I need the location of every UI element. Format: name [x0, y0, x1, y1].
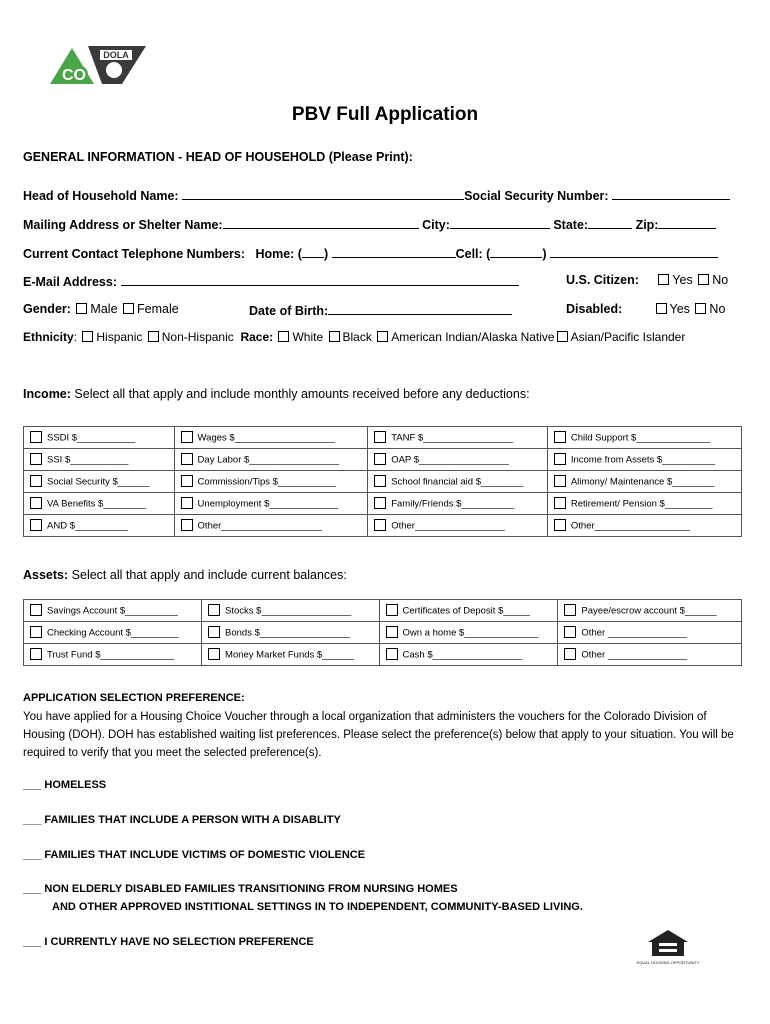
- assets-checkbox[interactable]: [564, 626, 576, 638]
- assets-checkbox[interactable]: [208, 604, 220, 616]
- ethnicity-label: Ethnicity: [23, 330, 74, 344]
- citizen-yes-label: Yes: [672, 273, 693, 287]
- gender-label: Gender:: [23, 302, 71, 316]
- race-label: Race:: [240, 330, 274, 344]
- disabled-no-checkbox[interactable]: [695, 303, 706, 314]
- income-cell: [174, 515, 368, 537]
- income-checkbox[interactable]: [181, 431, 193, 443]
- email-label: E-Mail Address:: [23, 275, 118, 289]
- eho-text: EQUAL HOUSING OPPORTUNITY: [636, 960, 700, 965]
- income-checkbox[interactable]: [374, 431, 386, 443]
- disabled-label: Disabled:: [566, 302, 623, 316]
- assets-cell: [558, 622, 742, 644]
- male-label: Male: [90, 302, 118, 316]
- citizen-no-label: No: [712, 273, 729, 287]
- equal-housing-logo: [636, 928, 700, 968]
- mailing-label: Mailing Address or Shelter Name:: [23, 218, 223, 232]
- black-checkbox[interactable]: [329, 331, 340, 342]
- income-item-label: Unemployment $_____________: [197, 498, 339, 510]
- hispanic-checkbox[interactable]: [82, 331, 93, 342]
- income-cell: [368, 493, 548, 515]
- income-cell: [547, 515, 741, 537]
- white-label: White: [292, 330, 324, 344]
- income-item-label: Wages $___________________: [197, 432, 336, 444]
- ssn-label: Social Security Number:: [464, 189, 609, 203]
- income-checkbox[interactable]: [30, 453, 42, 465]
- assets-instruction: Select all that apply and include current balances:: [71, 568, 347, 582]
- income-cell: [174, 493, 368, 515]
- assets-row: [24, 600, 742, 622]
- income-checkbox[interactable]: [554, 453, 566, 465]
- income-cell: [24, 427, 175, 449]
- assets-cell: [379, 600, 558, 622]
- income-checkbox[interactable]: [181, 475, 193, 487]
- income-checkbox[interactable]: [30, 431, 42, 443]
- ethnicity-row: Ethnicity: Hispanic Non-Hispanic Race: White Black American Indian/Alaska Native Asian/Pacific Islander: [23, 330, 686, 344]
- assets-checkbox[interactable]: [208, 648, 220, 660]
- income-item-label: Other__________________: [570, 520, 690, 532]
- assets-checkbox[interactable]: [30, 648, 42, 660]
- female-label: Female: [137, 302, 179, 316]
- income-row: [24, 471, 742, 493]
- income-item-label: SSDI $___________: [47, 432, 136, 444]
- income-table: [23, 426, 742, 537]
- income-checkbox[interactable]: [554, 431, 566, 443]
- income-cell: [547, 427, 741, 449]
- income-cell: [547, 471, 741, 493]
- assets-table: [23, 599, 742, 666]
- state-label: State:: [553, 218, 589, 232]
- income-cell: [368, 449, 548, 471]
- assets-cell: [24, 644, 202, 666]
- income-item-label: OAP $_________________: [391, 454, 509, 466]
- home-area-field[interactable]: [302, 245, 324, 258]
- income-checkbox[interactable]: [374, 453, 386, 465]
- assets-checkbox[interactable]: [30, 604, 42, 616]
- assets-cell: [202, 600, 379, 622]
- assets-cell: [24, 622, 202, 644]
- income-instruction: Select all that apply and include monthly amounts received before any deductions:: [74, 387, 530, 401]
- income-cell: [174, 449, 368, 471]
- assets-item-label: Bonds $_________________: [225, 627, 350, 639]
- income-cell: [24, 493, 175, 515]
- assets-checkbox[interactable]: [386, 626, 398, 638]
- assets-item-label: Other _______________: [581, 649, 688, 661]
- income-item-label: TANF $_________________: [391, 432, 514, 444]
- assets-checkbox[interactable]: [386, 648, 398, 660]
- hispanic-label: Hispanic: [96, 330, 143, 344]
- income-cell: [368, 427, 548, 449]
- income-item-label: School financial aid $________: [391, 476, 524, 488]
- citizen-no-checkbox[interactable]: [698, 274, 709, 285]
- logo-co-text: CO: [62, 67, 86, 84]
- assets-heading: [23, 568, 347, 582]
- income-cell: [547, 493, 741, 515]
- pref-homeless[interactable]: ___ HOMELESS: [23, 779, 107, 791]
- gender-row: [23, 302, 179, 316]
- income-item-label: Income from Assets $__________: [570, 454, 716, 466]
- assets-item-label: Money Market Funds $______: [225, 649, 354, 661]
- asian-checkbox[interactable]: [557, 331, 568, 342]
- male-checkbox[interactable]: [76, 303, 87, 314]
- income-cell: [368, 515, 548, 537]
- email-row: [23, 273, 519, 289]
- preference-heading: APPLICATION SELECTION PREFERENCE:: [23, 692, 245, 704]
- assets-item-label: Cash $_________________: [402, 649, 523, 661]
- state-field[interactable]: [588, 216, 632, 229]
- income-cell: [368, 471, 548, 493]
- assets-cell: [379, 622, 558, 644]
- income-item-label: Retirement/ Pension $_________: [570, 498, 713, 510]
- phone-row: Current Contact Telephone Numbers: Home: ( ) Cell: ( ): [23, 245, 718, 261]
- dob-row: [249, 302, 512, 318]
- cell-label: Cell: (: [455, 247, 491, 261]
- income-cell: [24, 471, 175, 493]
- disabled-yes-label: Yes: [669, 302, 690, 316]
- income-cell: [174, 471, 368, 493]
- citizen-yes-checkbox[interactable]: [658, 274, 669, 285]
- income-item-label: Commission/Tips $___________: [197, 476, 337, 488]
- income-row: [24, 449, 742, 471]
- income-item-label: Child Support $______________: [570, 432, 711, 444]
- income-checkbox[interactable]: [181, 497, 193, 509]
- income-cell: [24, 449, 175, 471]
- citizen-row: [566, 273, 728, 287]
- address-row: [23, 216, 716, 232]
- income-cell: [547, 449, 741, 471]
- income-checkbox[interactable]: [30, 497, 42, 509]
- zip-field[interactable]: [658, 216, 716, 229]
- pref-nursing-homes-cont: AND OTHER APPROVED INSTITIONAL SETTINGS IN TO INDEPENDENT, COMMUNITY-BASED LIVING.: [52, 901, 583, 913]
- income-row: [24, 515, 742, 537]
- income-row: [24, 427, 742, 449]
- assets-item-label: Savings Account $__________: [47, 605, 178, 617]
- female-checkbox[interactable]: [123, 303, 134, 314]
- city-label: City:: [422, 218, 450, 232]
- ssn-field[interactable]: [612, 187, 730, 200]
- assets-item-label: Stocks $_________________: [225, 605, 352, 617]
- pref-none[interactable]: ___ I CURRENTLY HAVE NO SELECTION PREFERENCE: [23, 936, 314, 948]
- income-item-label: Day Labor $_________________: [197, 454, 340, 466]
- assets-item-label: Trust Fund $______________: [47, 649, 175, 661]
- income-checkbox[interactable]: [374, 475, 386, 487]
- income-row: [24, 493, 742, 515]
- income-heading: [23, 387, 530, 401]
- american-indian-label: American Indian/Alaska Native: [391, 330, 555, 344]
- assets-checkbox[interactable]: [564, 648, 576, 660]
- assets-row: [24, 644, 742, 666]
- income-item-label: AND $__________: [47, 520, 128, 532]
- phones-label: Current Contact Telephone Numbers:: [23, 247, 246, 261]
- white-checkbox[interactable]: [278, 331, 289, 342]
- income-item-label: Family/Friends $__________: [391, 498, 515, 510]
- cell-phone-field[interactable]: [550, 245, 718, 258]
- assets-cell: [202, 644, 379, 666]
- income-checkbox[interactable]: [554, 519, 566, 531]
- assets-item-label: Other _______________: [581, 627, 688, 639]
- assets-cell: [202, 622, 379, 644]
- income-checkbox[interactable]: [181, 453, 193, 465]
- disabled-yes-checkbox[interactable]: [656, 303, 667, 314]
- income-item-label: Social Security $______: [47, 476, 150, 488]
- assets-checkbox[interactable]: [208, 626, 220, 638]
- city-field[interactable]: [450, 216, 550, 229]
- assets-checkbox[interactable]: [386, 604, 398, 616]
- pref-disability[interactable]: ___ FAMILIES THAT INCLUDE A PERSON WITH A DISABLITY: [23, 814, 341, 826]
- income-item-label: Alimony/ Maintenance $________: [570, 476, 715, 488]
- income-checkbox[interactable]: [554, 497, 566, 509]
- dob-label: Date of Birth:: [249, 304, 329, 318]
- pref-domestic-violence[interactable]: ___ FAMILIES THAT INCLUDE VICTIMS OF DOMESTIC VIOLENCE: [23, 849, 366, 861]
- assets-label: Assets:: [23, 568, 69, 582]
- page-title: PBV Full Application: [291, 104, 479, 125]
- non-hispanic-label: Non-Hispanic: [161, 330, 234, 344]
- income-item-label: Other___________________: [197, 520, 322, 532]
- income-item-label: VA Benefits $________: [47, 498, 146, 510]
- american-indian-checkbox[interactable]: [377, 331, 388, 342]
- assets-cell: [24, 600, 202, 622]
- zip-label: Zip:: [635, 218, 659, 232]
- us-citizen-label: U.S. Citizen:: [566, 273, 639, 287]
- black-label: Black: [342, 330, 372, 344]
- dob-field[interactable]: [328, 302, 512, 315]
- disabled-no-label: No: [709, 302, 726, 316]
- assets-item-label: Checking Account $_________: [47, 627, 179, 639]
- assets-item-label: Payee/escrow account $______: [581, 605, 717, 617]
- dola-logo: [50, 44, 146, 88]
- head-name-label: Head of Household Name:: [23, 189, 179, 203]
- assets-cell: [379, 644, 558, 666]
- assets-row: [24, 622, 742, 644]
- income-checkbox[interactable]: [554, 475, 566, 487]
- head-name-row: [23, 187, 730, 203]
- income-checkbox[interactable]: [30, 519, 42, 531]
- email-field[interactable]: [121, 273, 519, 286]
- assets-checkbox[interactable]: [30, 626, 42, 638]
- logo-dola-text: DOLA: [103, 50, 129, 60]
- income-cell: [174, 427, 368, 449]
- income-checkbox[interactable]: [181, 519, 193, 531]
- assets-cell: [558, 600, 742, 622]
- head-name-field[interactable]: [182, 187, 464, 200]
- income-checkbox[interactable]: [30, 475, 42, 487]
- income-item-label: SSI $___________: [47, 454, 129, 466]
- income-item-label: Other_________________: [391, 520, 505, 532]
- income-checkbox[interactable]: [374, 519, 386, 531]
- non-hispanic-checkbox[interactable]: [148, 331, 159, 342]
- assets-checkbox[interactable]: [564, 604, 576, 616]
- preference-paragraph: You have applied for a Housing Choice Voucher through a local organization that administers the vouchers for the Colorado Division of Housing (DOH). DOH has established waiting list preferences. Please select the preference(s) below that apply to your situation. You will be required to verify that you meet the selected preference(s).: [23, 711, 734, 759]
- assets-cell: [558, 644, 742, 666]
- income-cell: [24, 515, 175, 537]
- cell-area-field[interactable]: [490, 245, 542, 258]
- home-phone-field[interactable]: [332, 245, 456, 258]
- assets-item-label: Own a home $______________: [402, 627, 539, 639]
- home-label: Home: (: [255, 247, 302, 261]
- pref-nursing-homes[interactable]: ___ NON ELDERLY DISABLED FAMILIES TRANSITIONING FROM NURSING HOMES: [23, 883, 458, 895]
- asian-label: Asian/Pacific Islander: [570, 330, 686, 344]
- assets-item-label: Certificates of Deposit $_____: [402, 605, 530, 617]
- general-info-heading: GENERAL INFORMATION - HEAD OF HOUSEHOLD (Please Print):: [23, 150, 413, 164]
- mailing-field[interactable]: [223, 216, 419, 229]
- income-checkbox[interactable]: [374, 497, 386, 509]
- disabled-row: [566, 302, 725, 316]
- income-label: Income:: [23, 387, 71, 401]
